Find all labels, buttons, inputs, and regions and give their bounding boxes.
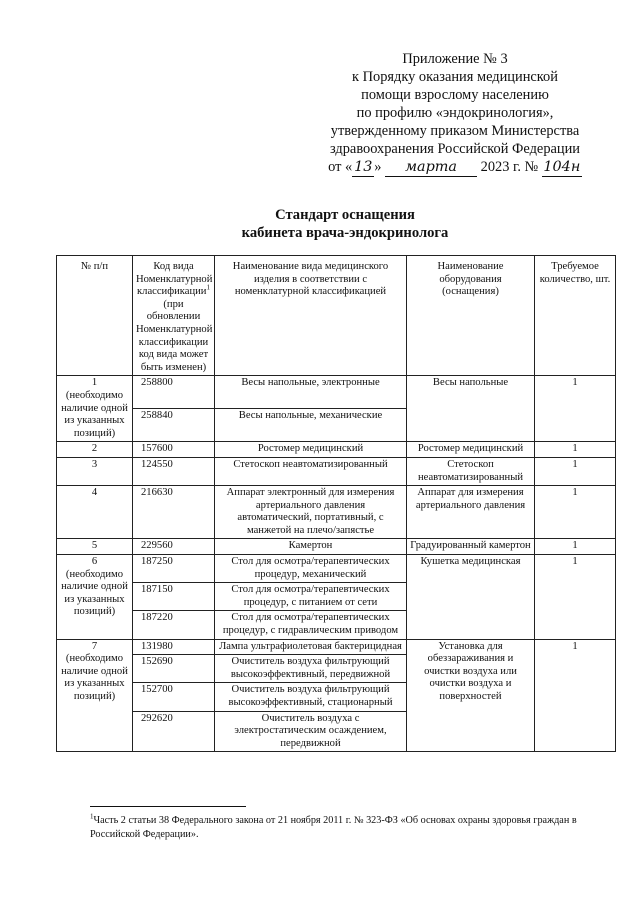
appendix-header: [300, 50, 610, 177]
type-code: 152700: [133, 683, 215, 711]
device-name: Аппарат электронный для измерения артериального давления автоматический, портативный, с манжетой на плечо/запястье: [215, 486, 407, 539]
type-code: 187150: [133, 583, 215, 611]
appendix-line: к Порядку оказания медицинской: [352, 69, 558, 85]
equipment-name: Весы напольные: [407, 376, 535, 442]
appendix-line: утвержденному приказом Министерства: [330, 123, 580, 139]
position-number: 1 (необходимо наличие одной из указанных позиций): [57, 376, 133, 442]
required-quantity: 1: [535, 457, 616, 485]
position-number: 7 (необходимо наличие одной из указанных позиций): [57, 639, 133, 752]
type-code: 187220: [133, 611, 215, 639]
required-quantity: 1: [535, 442, 616, 458]
equipment-name: Градуированный камертон: [407, 539, 535, 555]
appendix-title: Приложение № 3: [402, 51, 508, 67]
type-code: 258840: [133, 409, 215, 442]
title-line-2: кабинета врача-эндокринолога: [241, 225, 449, 241]
footnote: [90, 814, 610, 842]
type-code: 187250: [133, 555, 215, 583]
handwritten-order-number: 104н: [543, 159, 581, 175]
footnote-mark: 1: [90, 812, 94, 821]
footnote-ref: 1: [206, 283, 210, 292]
equipment-table: [56, 255, 616, 752]
device-name: Стол для осмотра/терапевтических процедур, с гидравлическим приводом: [215, 611, 407, 639]
date-prefix: от «: [328, 159, 353, 175]
type-code: 292620: [133, 711, 215, 752]
position-number: 2: [57, 442, 133, 458]
header-device-name: Наименование вида медицинского изделия в соответствии с номенклатурной классификацией: [215, 256, 407, 376]
footnote-text: Часть 2 статьи 38 Федерального закона от 21 ноября 2011 г. № 323-ФЗ «Об основах охраны здоровья граждан в Российской Федерации».: [90, 815, 577, 840]
handwritten-month: марта: [385, 158, 477, 177]
required-quantity: 1: [535, 639, 616, 752]
date-quote: »: [374, 159, 382, 175]
handwritten-day: 13: [354, 159, 373, 175]
appendix-line: помощи взрослому населению: [361, 87, 549, 103]
table-header-row: [57, 256, 616, 376]
device-name: Камертон: [215, 539, 407, 555]
device-name: Стол для осмотра/терапевтических процедур, с питанием от сети: [215, 583, 407, 611]
device-name: Стол для осмотра/терапевтических процедур, механический: [215, 555, 407, 583]
required-quantity: 1: [535, 376, 616, 442]
required-quantity: 1: [535, 486, 616, 539]
equipment-name: Установка для обеззараживания и очистки воздуха или очистки воздуха и поверхностей: [407, 639, 535, 752]
order-date-line: [300, 158, 610, 177]
header-quantity: Требуемое количество, шт.: [535, 256, 616, 376]
type-code: 216630: [133, 486, 215, 539]
table-row: [57, 457, 616, 485]
title-line-1: Стандарт оснащения: [275, 207, 415, 223]
type-code: 152690: [133, 655, 215, 683]
table-row: [57, 486, 616, 539]
equipment-name: Ростомер медицинский: [407, 442, 535, 458]
appendix-line: по профилю «эндокринология»,: [356, 105, 554, 121]
position-number: 4: [57, 486, 133, 539]
device-name: Лампа ультрафиолетовая бактерицидная: [215, 639, 407, 655]
header-equipment-name: Наименование оборудования (оснащения): [407, 256, 535, 376]
equipment-name: Стетоскоп неавтоматизированный: [407, 457, 535, 485]
device-name: Стетоскоп неавтоматизированный: [215, 457, 407, 485]
header-number: № п/п: [57, 256, 133, 376]
table-row: [57, 639, 616, 655]
type-code: 124550: [133, 457, 215, 485]
device-name: Очиститель воздуха фильтрующий высокоэффективный, стационарный: [215, 683, 407, 711]
position-number: 5: [57, 539, 133, 555]
table-row: [57, 539, 616, 555]
position-number: 3: [57, 457, 133, 485]
position-number: 6 (необходимо наличие одной из указанных позиций): [57, 555, 133, 640]
table-body: [57, 376, 616, 752]
appendix-line: здравоохранения Российской Федерации: [329, 141, 581, 157]
table-row: [57, 442, 616, 458]
device-name: Весы напольные, электронные: [215, 376, 407, 409]
device-name: Очиститель воздуха фильтрующий высокоэффективный, передвижной: [215, 655, 407, 683]
type-code: 157600: [133, 442, 215, 458]
order-year: 2023 г. №: [480, 159, 539, 175]
table-row: [57, 376, 616, 409]
type-code: 229560: [133, 539, 215, 555]
equipment-name: Аппарат для измерения артериального давления: [407, 486, 535, 539]
device-name: Весы напольные, механические: [215, 409, 407, 442]
type-code: 131980: [133, 639, 215, 655]
equipment-name: Кушетка медицинская: [407, 555, 535, 640]
device-name: Ростомер медицинский: [215, 442, 407, 458]
type-code: 258800: [133, 376, 215, 409]
required-quantity: 1: [535, 555, 616, 640]
device-name: Очиститель воздуха с электростатическим осаждением, передвижной: [215, 711, 407, 752]
document-title: [160, 206, 530, 242]
table-row: [57, 555, 616, 583]
header-code: Код вида Номенклатурной классификации$^1$ (при обновлении Номенклатурной классификации код вида может быть изменен): [133, 256, 215, 376]
required-quantity: 1: [535, 539, 616, 555]
footnote-divider: [90, 806, 246, 807]
